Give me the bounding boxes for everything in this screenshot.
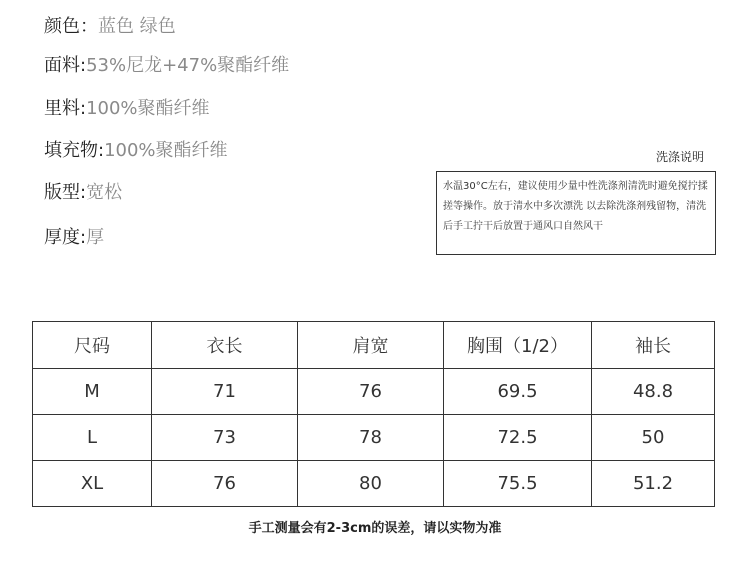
spec-fabric	[44, 54, 289, 78]
cell-size: L	[33, 415, 152, 461]
spec-sep: :	[80, 227, 87, 248]
spec-value: 53%尼龙+47%聚酯纤维	[86, 55, 290, 76]
cell-shoulder: 80	[298, 461, 444, 507]
table-row	[33, 369, 715, 415]
spec-fit	[44, 181, 122, 205]
cell-size: XL	[33, 461, 152, 507]
spec-label: 面料	[44, 55, 80, 76]
care-title: 洗涤说明	[656, 150, 705, 164]
cell-sleeve: 51.2	[592, 461, 715, 507]
header-chest: 胸围（1/2）	[444, 322, 592, 369]
spec-filling	[44, 139, 228, 163]
spec-sep: :	[80, 182, 87, 203]
cell-length: 71	[152, 369, 298, 415]
care-instructions: 水温30°C左右，建议使用少量中性洗涤剂清洗时避免搅拧揉搓等操作。放于清水中多次漂洗 以去除洗涤剂残留物，清洗后手工拧干后放置于通风口自然风干	[436, 171, 716, 255]
table-row	[33, 415, 715, 461]
cell-sleeve: 50	[592, 415, 715, 461]
spec-sep: :	[80, 98, 87, 119]
spec-color	[44, 15, 176, 39]
spec-label: 版型	[44, 182, 80, 203]
spec-value: 蓝色 绿色	[98, 16, 176, 37]
header-shoulder: 肩宽	[298, 322, 444, 369]
spec-thickness	[44, 226, 104, 250]
spec-sep: ：	[80, 16, 98, 37]
spec-label: 颜色	[44, 16, 80, 37]
cell-shoulder: 78	[298, 415, 444, 461]
size-table	[32, 321, 715, 507]
cell-length: 76	[152, 461, 298, 507]
table-header-row	[33, 322, 715, 369]
cell-size: M	[33, 369, 152, 415]
cell-sleeve: 48.8	[592, 369, 715, 415]
header-length: 衣长	[152, 322, 298, 369]
spec-label: 厚度	[44, 227, 80, 248]
cell-shoulder: 76	[298, 369, 444, 415]
spec-label: 填充物	[44, 140, 98, 161]
measurement-note: 手工测量会有2-3cm的误差，请以实物为准	[248, 521, 502, 536]
spec-value: 100%聚酯纤维	[86, 98, 210, 119]
spec-value: 100%聚酯纤维	[104, 140, 228, 161]
cell-chest: 75.5	[444, 461, 592, 507]
spec-sep: :	[98, 140, 105, 161]
cell-chest: 69.5	[444, 369, 592, 415]
spec-label: 里料	[44, 98, 80, 119]
spec-sep: :	[80, 55, 87, 76]
header-sleeve: 袖长	[592, 322, 715, 369]
spec-value: 宽松	[86, 182, 123, 203]
cell-chest: 72.5	[444, 415, 592, 461]
spec-value: 厚	[86, 227, 105, 248]
header-size: 尺码	[33, 322, 152, 369]
table-row	[33, 461, 715, 507]
spec-lining	[44, 97, 210, 121]
cell-length: 73	[152, 415, 298, 461]
